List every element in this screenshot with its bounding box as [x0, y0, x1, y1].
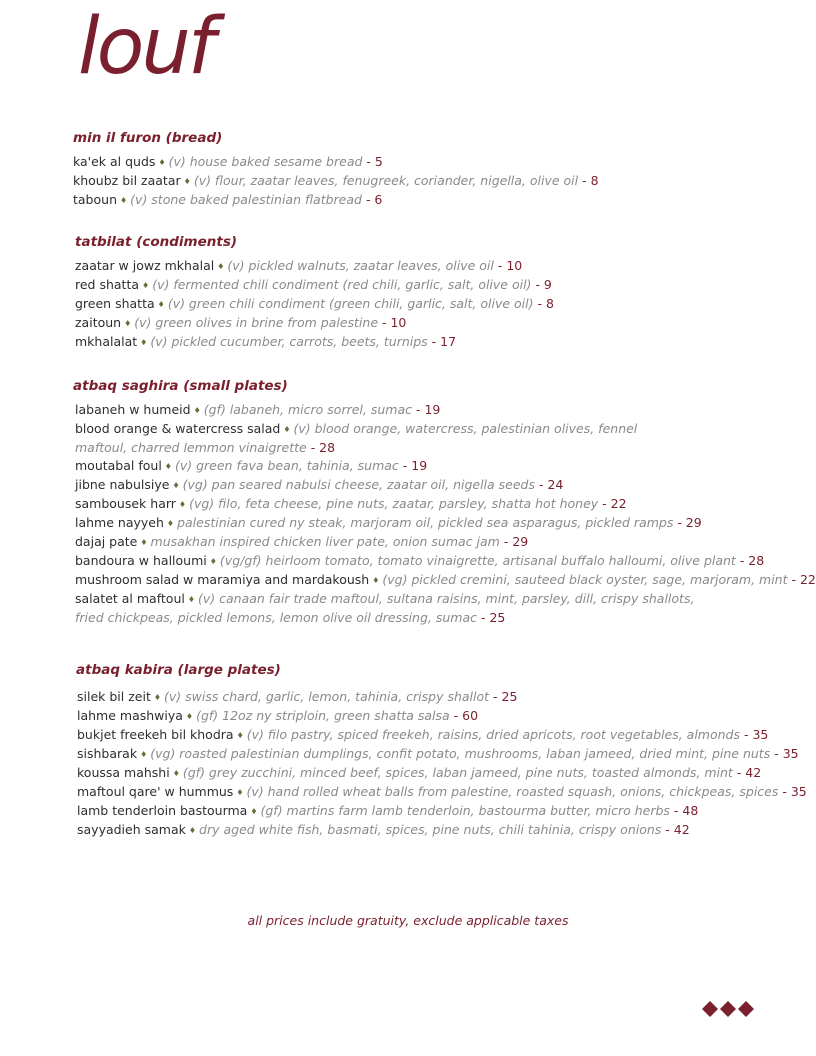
- menu-item: [75, 276, 554, 295]
- item-description: (gf) martins farm lamb tenderloin, bastourma butter, micro herbs: [260, 803, 670, 818]
- bullet-dot-icon: ♦: [140, 538, 148, 547]
- section-title-bread: min il furon (bread): [73, 130, 223, 146]
- item-name: labaneh w humeid: [75, 402, 191, 417]
- item-description: (v) swiss chard, garlic, lemon, tahinia, crispy shallot: [164, 689, 490, 704]
- item-price: - 42: [736, 765, 762, 780]
- item-price: - 28: [310, 440, 336, 455]
- louf-logo: louf: [78, 2, 213, 92]
- item-name: bukjet freekeh bil khodra: [77, 727, 234, 742]
- item-price: - 19: [402, 458, 428, 473]
- item-description: (vg) pickled cremini, sauteed black oyster, sage, marjoram, mint: [382, 572, 788, 587]
- item-name: zaatar w jowz mkhalal: [75, 258, 215, 273]
- bullet-dot-icon: ♦: [120, 196, 128, 205]
- bullet-dot-icon: ♦: [172, 481, 180, 490]
- bullet-dot-icon: ♦: [164, 462, 172, 471]
- bullet-dot-icon: ♦: [153, 693, 162, 702]
- menu-item: [75, 476, 816, 495]
- menu-item: [77, 783, 807, 802]
- item-description: (v) fermented chili condiment (red chili, garlic, salt, olive oil): [152, 277, 532, 292]
- item-description: palestinian cured ny steak, marjoram oil, pickled sea asparagus, pickled ramps: [177, 515, 674, 530]
- bullet-dot-icon: ♦: [283, 425, 291, 434]
- menu-item: [73, 172, 599, 191]
- bullet-dot-icon: ♦: [183, 177, 191, 186]
- item-price: - 60: [453, 708, 479, 723]
- item-price: - 8: [582, 173, 599, 188]
- menu-item: [75, 552, 816, 571]
- large-plates-list: [77, 688, 807, 840]
- bullet-dot-icon: ♦: [158, 158, 166, 167]
- item-price: - 25: [481, 610, 506, 625]
- bullet-dot-icon: ♦: [124, 319, 132, 328]
- item-description: musakhan inspired chicken liver pate, onion sumac jam: [150, 534, 500, 549]
- bullet-dot-icon: ♦: [250, 807, 258, 816]
- bullet-dot-icon: ♦: [142, 281, 150, 290]
- menu-item: [77, 726, 807, 745]
- item-price: - 5: [366, 154, 383, 169]
- item-description: (vg) pan seared nabulsi cheese, zaatar oil, nigella seeds: [182, 477, 536, 492]
- menu-item: [75, 571, 816, 590]
- item-name: moutabal foul: [75, 458, 162, 473]
- item-price: - 17: [431, 334, 457, 349]
- item-name: lahme nayyeh: [75, 515, 164, 530]
- menu-item: [73, 191, 599, 210]
- menu-item: [77, 802, 807, 821]
- menu-item: [75, 533, 816, 552]
- item-name: mushroom salad w maramiya and mardakoush: [75, 572, 370, 587]
- item-name: bandoura w halloumi: [75, 553, 207, 568]
- menu-item: [77, 688, 807, 707]
- menu-item: [75, 590, 816, 627]
- item-name: dajaj pate: [75, 534, 138, 549]
- item-description: (v) green fava bean, tahinia, sumac: [174, 458, 399, 473]
- section-bread: [73, 130, 599, 210]
- menu-item: [75, 457, 816, 476]
- item-description-continued: fried chickpeas, pickled lemons, lemon olive oil dressing, sumac: [75, 610, 478, 625]
- small-plates-list: [75, 401, 816, 627]
- item-description: dry aged white fish, basmati, spices, pine nuts, chili tahinia, crispy onions: [199, 822, 662, 837]
- item-name: khoubz bil zaatar: [73, 173, 181, 188]
- item-name: lamb tenderloin bastourma: [77, 803, 248, 818]
- item-description: (gf) grey zucchini, minced beef, spices, laban jameed, pine nuts, toasted almonds, mint: [182, 765, 733, 780]
- bullet-dot-icon: ♦: [185, 712, 194, 721]
- item-price: - 28: [739, 553, 765, 568]
- item-description: (v) pickled cucumber, carrots, beets, turnips: [150, 334, 428, 349]
- item-price: - 29: [503, 534, 529, 549]
- section-title-small-plates: atbaq saghira (small plates): [73, 378, 288, 394]
- item-description: (v) green chili condiment (green chili, garlic, salt, olive oil): [167, 296, 534, 311]
- menu-item: [77, 764, 807, 783]
- bullet-dot-icon: ♦: [217, 262, 225, 271]
- item-name: maftoul qare' w hummus: [77, 784, 234, 799]
- bullet-dot-icon: ♦: [178, 500, 187, 509]
- item-name: blood orange & watercress salad: [75, 421, 281, 436]
- bullet-dot-icon: ♦: [157, 300, 165, 309]
- item-description: (v) house baked sesame bread: [168, 154, 363, 169]
- item-name: koussa mahshi: [77, 765, 170, 780]
- item-price: - 25: [493, 689, 518, 704]
- menu-item: [77, 707, 807, 726]
- menu-item: [75, 333, 554, 352]
- item-price: - 10: [497, 258, 523, 273]
- item-price: - 6: [365, 192, 383, 207]
- item-description: (vg) filo, feta cheese, pine nuts, zaatar, parsley, shatta hot honey: [189, 496, 599, 511]
- item-price: - 42: [665, 822, 690, 837]
- section-title-condiments: tatbilat (condiments): [75, 234, 238, 250]
- item-description: (v) canaan fair trade maftoul, sultana raisins, mint, parsley, dill, crispy shallots,: [198, 591, 695, 606]
- menu-item: [73, 153, 599, 172]
- item-price: - 35: [774, 746, 799, 761]
- item-price: - 22: [791, 572, 816, 587]
- item-description: (v) blood orange, watercress, palestinian olives, fennel: [293, 421, 638, 436]
- item-name: sishbarak: [77, 746, 138, 761]
- item-description: (vg/gf) heirloom tomato, tomato vinaigrette, artisanal buffalo halloumi, olive plant: [219, 553, 736, 568]
- item-name: mkhalalat: [75, 334, 138, 349]
- item-description: (gf) 12oz ny striploin, green shatta salsa: [196, 708, 450, 723]
- item-price: - 8: [537, 296, 554, 311]
- condiments-list: [75, 257, 554, 352]
- item-description: (v) filo pastry, spiced freekeh, raisins, dried apricots, root vegetables, almonds: [246, 727, 740, 742]
- item-name: sayyadieh samak: [77, 822, 186, 837]
- menu-item: [75, 401, 816, 420]
- item-price: - 35: [782, 784, 807, 799]
- item-name: lahme mashwiya: [77, 708, 183, 723]
- bullet-dot-icon: ♦: [193, 406, 201, 415]
- item-price: - 48: [673, 803, 699, 818]
- bullet-dot-icon: ♦: [372, 576, 380, 585]
- item-description: (v) pickled walnuts, zaatar leaves, olive oil: [227, 258, 494, 273]
- item-price: - 22: [602, 496, 627, 511]
- item-price: - 24: [539, 477, 564, 492]
- bullet-dot-icon: ♦: [236, 731, 244, 740]
- item-description: (gf) labaneh, micro sorrel, sumac: [203, 402, 412, 417]
- item-description: (v) green olives in brine from palestine: [134, 315, 379, 330]
- gratuity-note: all prices include gratuity, exclude applicable taxes: [247, 913, 569, 928]
- menu-item: [75, 495, 816, 514]
- menu-item: [77, 745, 807, 764]
- item-name: zaitoun: [75, 315, 122, 330]
- item-price: - 35: [743, 727, 769, 742]
- diamond-ornament-icon: [701, 1000, 757, 1024]
- bread-list: [73, 153, 599, 210]
- bullet-dot-icon: ♦: [140, 750, 148, 759]
- section-condiments: [75, 234, 554, 352]
- menu-item: [75, 295, 554, 314]
- bullet-dot-icon: ♦: [188, 826, 197, 835]
- item-price: - 19: [415, 402, 441, 417]
- item-description: (vg) roasted palestinian dumplings, confit potato, mushrooms, laban jameed, dried mint, pine nuts: [150, 746, 771, 761]
- menu-item: [75, 314, 554, 333]
- section-large-plates: [76, 662, 807, 840]
- item-name: sambousek harr: [75, 496, 176, 511]
- item-name: red shatta: [75, 277, 140, 292]
- item-name: taboun: [73, 192, 117, 207]
- bullet-dot-icon: ♦: [209, 557, 217, 566]
- item-price: - 10: [382, 315, 407, 330]
- item-price: - 9: [535, 277, 552, 292]
- item-description: (v) flour, zaatar leaves, fenugreek, coriander, nigella, olive oil: [193, 173, 579, 188]
- section-title-large-plates: atbaq kabira (large plates): [76, 662, 281, 678]
- section-small-plates: [73, 378, 816, 627]
- item-description: (v) hand rolled wheat balls from palestine, roasted squash, onions, chickpeas, spices: [246, 784, 779, 799]
- bullet-dot-icon: ♦: [166, 519, 175, 528]
- menu-item: [75, 514, 816, 533]
- bullet-dot-icon: ♦: [187, 595, 196, 604]
- item-name: silek bil zeit: [77, 689, 151, 704]
- bullet-dot-icon: ♦: [236, 788, 244, 797]
- menu-item: [75, 257, 554, 276]
- item-price: - 29: [677, 515, 702, 530]
- bullet-dot-icon: ♦: [140, 338, 148, 347]
- item-name: ka'ek al quds: [73, 154, 156, 169]
- item-name: jibne nabulsiye: [75, 477, 170, 492]
- item-name: green shatta: [75, 296, 155, 311]
- item-description-continued: maftoul, charred lemmon vinaigrette: [75, 440, 307, 455]
- item-description: (v) stone baked palestinian flatbread: [130, 192, 362, 207]
- item-name: salatet al maftoul: [75, 591, 185, 606]
- menu-item: [77, 821, 807, 840]
- bullet-dot-icon: ♦: [172, 769, 180, 778]
- menu-item: [75, 420, 816, 457]
